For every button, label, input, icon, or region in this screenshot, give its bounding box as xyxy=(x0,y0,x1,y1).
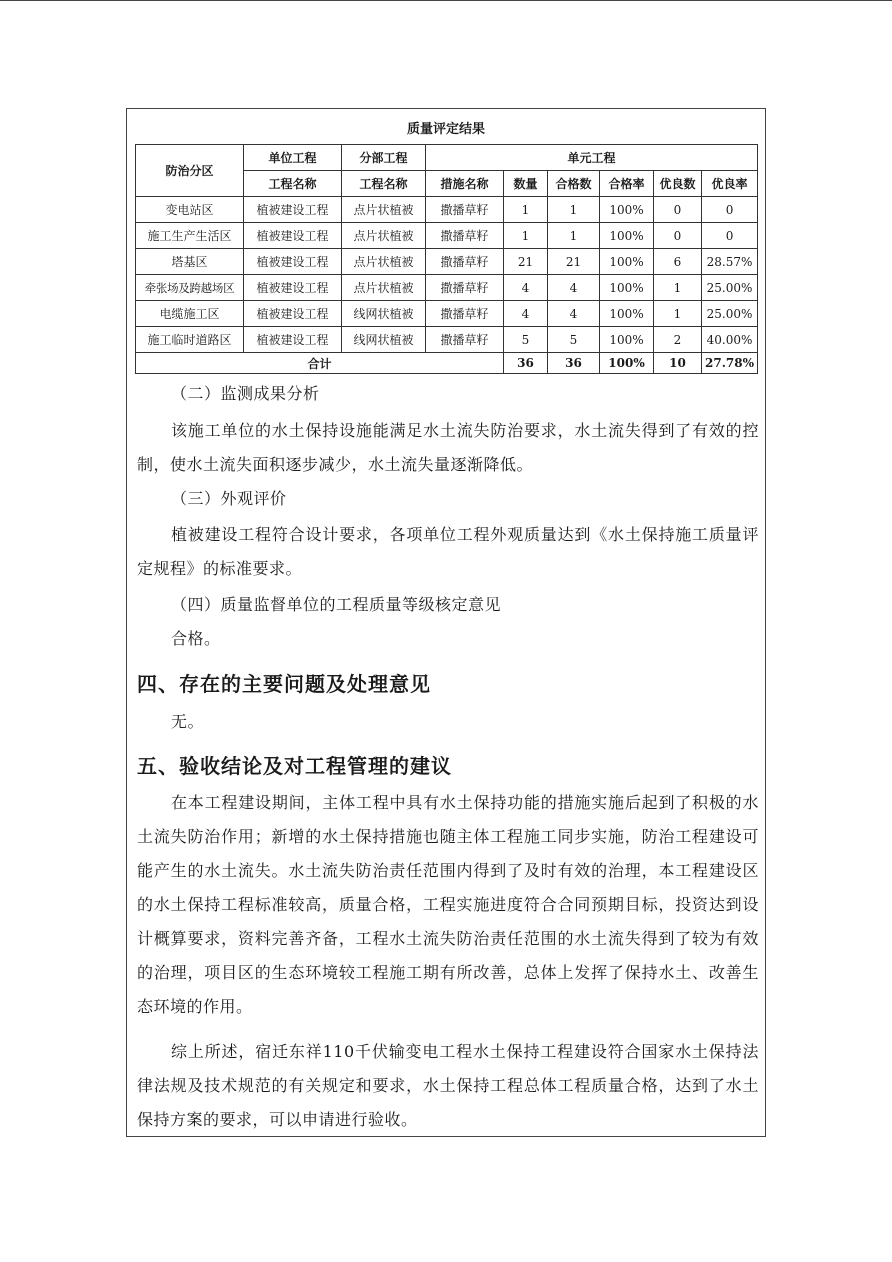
cell-excellent: 2 xyxy=(654,327,702,353)
total-excellent-rate: 27.78% xyxy=(702,353,758,374)
table-title: 质量评定结果 xyxy=(406,122,485,137)
appearance-text: 植被建设工程符合设计要求，各项单位工程外观质量达到《水土保持施工质量评定规程》的标准要求。 xyxy=(137,525,759,578)
cell-qualified: 4 xyxy=(548,275,600,301)
header-unit-project: 单位工程 xyxy=(244,145,342,171)
conclusion-heading: 五、验收结论及对工程管理的建议 xyxy=(137,754,452,778)
cell-qualified: 21 xyxy=(548,249,600,275)
cell-unit: 植被建设工程 xyxy=(244,249,342,275)
cell-qualified: 1 xyxy=(548,197,600,223)
cell-sub: 点片状植被 xyxy=(342,249,426,275)
cell-sub: 线网状植被 xyxy=(342,327,426,353)
cell-qualified: 5 xyxy=(548,327,600,353)
cell-unit: 植被建设工程 xyxy=(244,301,342,327)
monitoring-text: 该施工单位的水土保持设施能满足水土流失防治要求，水土流失得到了有效的控制，使水土流失面积逐步减少，水土流失量逐渐降低。 xyxy=(137,421,759,474)
cell-excellent: 0 xyxy=(654,197,702,223)
total-label: 合计 xyxy=(136,353,504,374)
table-row xyxy=(136,327,758,353)
cell-measure: 撒播草籽 xyxy=(426,301,504,327)
cell-sub: 点片状植被 xyxy=(342,223,426,249)
header-excellent-rate: 优良率 xyxy=(702,171,758,197)
table-row xyxy=(136,249,758,275)
cell-zone: 施工生产生活区 xyxy=(136,223,244,249)
supervision-text: 合格。 xyxy=(171,629,221,648)
cell-excellent-rate: 28.57% xyxy=(702,249,758,275)
header-qualified-rate: 合格率 xyxy=(600,171,654,197)
cell-unit: 植被建设工程 xyxy=(244,223,342,249)
cell-unit: 植被建设工程 xyxy=(244,275,342,301)
cell-qualified-rate: 100% xyxy=(600,327,654,353)
cell-excellent-rate: 0 xyxy=(702,223,758,249)
cell-sub: 线网状植被 xyxy=(342,301,426,327)
cell-sub: 点片状植被 xyxy=(342,275,426,301)
top-border-line xyxy=(0,0,892,1)
cell-count: 21 xyxy=(504,249,548,275)
table-total-row xyxy=(136,353,758,374)
cell-count: 4 xyxy=(504,301,548,327)
cell-zone: 电缆施工区 xyxy=(136,301,244,327)
cell-qualified-rate: 100% xyxy=(600,223,654,249)
monitoring-title: （二）监测成果分析 xyxy=(171,384,320,403)
supervision-title: （四）质量监督单位的工程质量等级核定意见 xyxy=(171,595,502,614)
header-cell-project: 单元工程 xyxy=(426,145,758,171)
table-row xyxy=(136,197,758,223)
table-row xyxy=(136,301,758,327)
cell-excellent: 6 xyxy=(654,249,702,275)
cell-qualified-rate: 100% xyxy=(600,249,654,275)
cell-count: 4 xyxy=(504,275,548,301)
cell-measure: 撒播草籽 xyxy=(426,275,504,301)
cell-excellent-rate: 40.00% xyxy=(702,327,758,353)
total-qualified: 36 xyxy=(548,353,600,374)
problems-text: 无。 xyxy=(171,712,205,731)
cell-excellent: 1 xyxy=(654,275,702,301)
cell-qualified-rate: 100% xyxy=(600,197,654,223)
cell-excellent-rate: 25.00% xyxy=(702,275,758,301)
total-qualified-rate: 100% xyxy=(600,353,654,374)
quality-table xyxy=(135,144,758,374)
cell-count: 1 xyxy=(504,197,548,223)
cell-measure: 撒播草籽 xyxy=(426,223,504,249)
table-row xyxy=(136,275,758,301)
cell-zone: 牵张场及跨越场区 xyxy=(136,275,244,301)
cell-measure: 撒播草籽 xyxy=(426,327,504,353)
cell-sub: 点片状植被 xyxy=(342,197,426,223)
header-count: 数量 xyxy=(504,171,548,197)
cell-qualified: 4 xyxy=(548,301,600,327)
header-excellent: 优良数 xyxy=(654,171,702,197)
cell-qualified: 1 xyxy=(548,223,600,249)
header-measure: 措施名称 xyxy=(426,171,504,197)
conclusion-paragraph-1: 在本工程建设期间，主体工程中具有水土保持功能的措施实施后起到了积极的水土流失防治作用；新增的水土保持措施也随主体工程施工同步实施，防治工程建设可能产生的水土流失。水土流失防治责任范围内得到了及时有效的治理，本工程建设区的水土保持工程标准较高，质量合格，工程实施进度符合合同预期目标，投资达到设计概算要求，资料完善齐备，工程水土流失防治责任范围的水土流失得到了较为有效的治理，项目区的生态环境较工程施工期有所改善，总体上发挥了保持水土、改善生态环境的作用。 xyxy=(137,793,759,1016)
header-qualified: 合格数 xyxy=(548,171,600,197)
cell-qualified-rate: 100% xyxy=(600,275,654,301)
appearance-title: （三）外观评价 xyxy=(171,489,287,508)
header-sub-project: 分部工程 xyxy=(342,145,426,171)
cell-unit: 植被建设工程 xyxy=(244,197,342,223)
header-unit-name: 工程名称 xyxy=(244,171,342,197)
cell-qualified-rate: 100% xyxy=(600,301,654,327)
total-count: 36 xyxy=(504,353,548,374)
cell-count: 5 xyxy=(504,327,548,353)
cell-unit: 植被建设工程 xyxy=(244,327,342,353)
table-header-row xyxy=(136,145,758,171)
header-sub-name: 工程名称 xyxy=(342,171,426,197)
cell-excellent-rate: 0 xyxy=(702,197,758,223)
conclusion-paragraph-2: 综上所述，宿迁东祥110千伏输变电工程水土保持工程建设符合国家水土保持法律法规及技术规范的有关规定和要求，水土保持工程总体工程质量合格，达到了水土保持方案的要求，可以申请进行验收。 xyxy=(137,1042,759,1129)
cell-excellent-rate: 25.00% xyxy=(702,301,758,327)
cell-zone: 变电站区 xyxy=(136,197,244,223)
table-row xyxy=(136,223,758,249)
cell-measure: 撒播草籽 xyxy=(426,249,504,275)
cell-excellent: 0 xyxy=(654,223,702,249)
cell-excellent: 1 xyxy=(654,301,702,327)
problems-heading: 四、存在的主要问题及处理意见 xyxy=(137,672,431,696)
cell-zone: 施工临时道路区 xyxy=(136,327,244,353)
header-zone: 防治分区 xyxy=(136,145,244,197)
cell-zone: 塔基区 xyxy=(136,249,244,275)
total-excellent: 10 xyxy=(654,353,702,374)
cell-count: 1 xyxy=(504,223,548,249)
cell-measure: 撒播草籽 xyxy=(426,197,504,223)
